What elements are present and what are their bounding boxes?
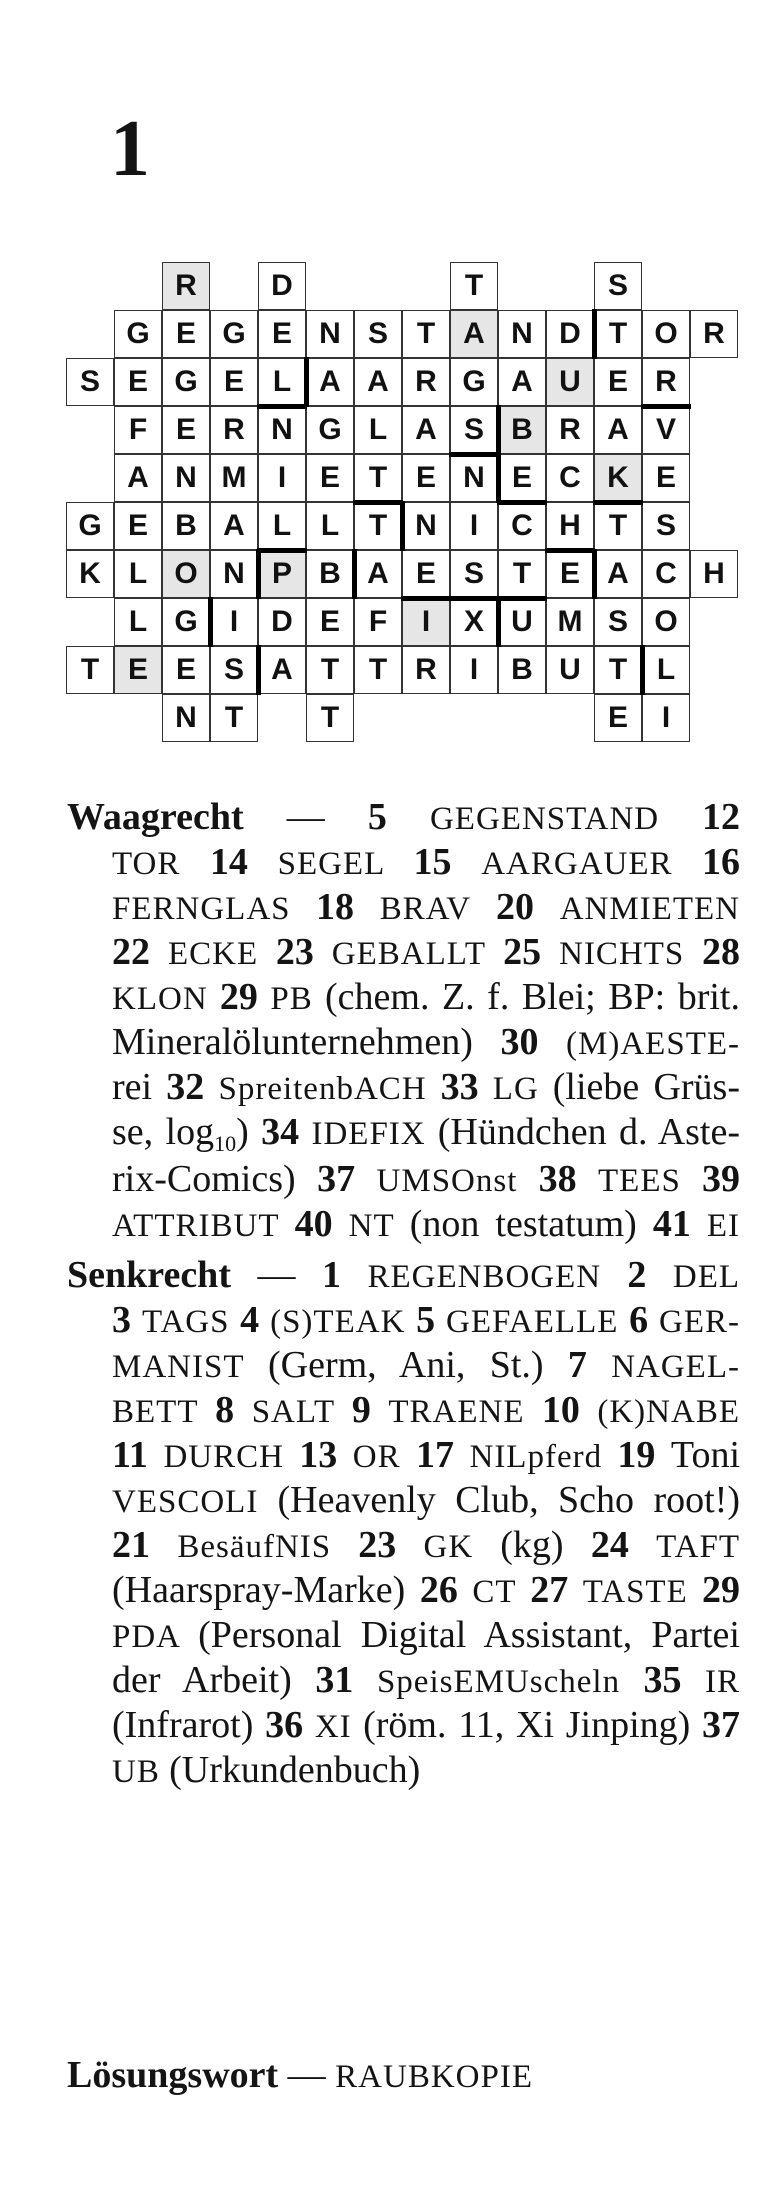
- clue-number: 10: [541, 1389, 598, 1431]
- clue-answer: NAGEL-: [611, 1349, 740, 1385]
- clue-line: [112, 1434, 740, 1479]
- grid-cell: E: [114, 502, 162, 550]
- clue-answer: TRAENE: [388, 1394, 542, 1430]
- clue-number: 18: [315, 886, 380, 928]
- grid-cell: I: [642, 694, 690, 742]
- grid-cell-shaded: P: [258, 550, 306, 598]
- grid-cell-shaded: K: [594, 454, 642, 502]
- grid-cell: T: [66, 646, 114, 694]
- grid-cell: A: [114, 454, 162, 502]
- grid-cell: B: [498, 646, 546, 694]
- grid-cell: A: [402, 406, 450, 454]
- clue-number: 36: [265, 1704, 315, 1746]
- clue-line: [112, 1066, 740, 1111]
- clue-answer: BETT: [112, 1394, 216, 1430]
- clue-number: 2: [627, 1254, 673, 1296]
- clue-line: [112, 1659, 740, 1704]
- clue-line: [112, 1021, 740, 1066]
- clue-answer: TOR: [112, 846, 210, 882]
- clue-answer: NICHTS: [559, 936, 702, 972]
- word-boundary-line: [592, 549, 597, 599]
- grid-cell: T: [306, 694, 354, 742]
- clue-answer: UMSOnst: [376, 1163, 539, 1199]
- grid-cell: G: [66, 502, 114, 550]
- grid-cell: T: [498, 550, 546, 598]
- clue-number: 39: [702, 1158, 741, 1200]
- grid-cell: T: [402, 310, 450, 358]
- grid-cell: E: [306, 598, 354, 646]
- word-boundary-line: [353, 500, 403, 505]
- clue-number: 27: [530, 1569, 583, 1611]
- word-boundary-line: [592, 309, 597, 359]
- grid-cell: A: [306, 358, 354, 406]
- word-boundary-line: [497, 596, 547, 601]
- clue-text: se, log: [112, 1111, 215, 1153]
- grid-cell: D: [258, 262, 306, 310]
- clue-answer: OR: [352, 1439, 416, 1475]
- clue-answer: IDEFIX: [311, 1116, 438, 1152]
- grid-cell: L: [114, 598, 162, 646]
- grid-cell-shaded: I: [402, 598, 450, 646]
- word-boundary-line: [449, 596, 499, 601]
- grid-cell: N: [450, 454, 498, 502]
- clue-text: (Germ, Ani, St.): [267, 1344, 568, 1386]
- grid-cell: S: [594, 598, 642, 646]
- grid-cell: E: [306, 454, 354, 502]
- clue-line: [112, 841, 740, 886]
- clue-answer: ANMIETEN: [559, 891, 740, 927]
- clue-line: [112, 1704, 740, 1749]
- grid-cell: R: [402, 646, 450, 694]
- word-boundary-line: [593, 500, 643, 505]
- grid-cell: T: [594, 310, 642, 358]
- clue-text: (chem. Z. f. Blei; BP: brit.: [325, 976, 740, 1018]
- clue-number: 12: [702, 796, 741, 838]
- grid-cell: R: [402, 358, 450, 406]
- grid-cell: S: [642, 502, 690, 550]
- grid-cell: X: [450, 598, 498, 646]
- clue-line: [112, 1479, 740, 1524]
- clue-line: [67, 2054, 740, 2099]
- clue-number: 15: [413, 841, 482, 883]
- clue-text: ): [236, 1111, 262, 1153]
- across-clues-section: [67, 796, 740, 1248]
- clue-answer: VESCOLI: [112, 1484, 278, 1520]
- grid-cell: U: [498, 598, 546, 646]
- section-title: Senkrecht: [67, 1254, 231, 1296]
- clue-text: (Urkundenbuch): [169, 1749, 421, 1791]
- clue-answer: SALT: [251, 1394, 352, 1430]
- grid-cell: S: [450, 550, 498, 598]
- grid-cell-shaded: O: [162, 550, 210, 598]
- clue-answer: BesäufNIS: [177, 1529, 359, 1565]
- word-boundary-line: [449, 452, 499, 457]
- grid-cell: E: [210, 358, 258, 406]
- clue-answer: ATTRIBUT: [112, 1208, 295, 1244]
- grid-cell: L: [642, 646, 690, 694]
- word-boundary-line: [545, 548, 595, 553]
- crossword-grid: [66, 262, 738, 742]
- clue-number: 29: [702, 1569, 741, 1611]
- clue-number: 9: [351, 1389, 389, 1431]
- puzzle-number: 1: [110, 104, 150, 193]
- clue-text: (Haarspray-Marke): [112, 1569, 420, 1611]
- clue-line: [112, 1299, 740, 1344]
- clue-number: 3: [112, 1299, 142, 1341]
- clue-number: 41: [652, 1203, 707, 1245]
- grid-cell: C: [642, 550, 690, 598]
- clue-text: (Hündchen d. Aste-: [437, 1111, 741, 1153]
- clue-number: 37: [317, 1158, 377, 1200]
- section-title: Waagrecht: [67, 796, 244, 838]
- clue-answer: NT: [348, 1208, 410, 1244]
- clue-answer: MANIST: [112, 1349, 268, 1385]
- grid-cell: E: [258, 310, 306, 358]
- grid-cell: S: [354, 310, 402, 358]
- clue-text: (Personal Digital Assistant, Partei: [198, 1614, 740, 1656]
- clue-answer: BRAV: [379, 891, 496, 927]
- clue-answer: RAUBKOPIE: [335, 2059, 534, 2095]
- clue-number: 40: [294, 1203, 349, 1245]
- clue-answer: GEBALLT: [331, 936, 504, 972]
- grid-cell-shaded: R: [162, 262, 210, 310]
- grid-cell: E: [402, 454, 450, 502]
- clue-text: (liebe Grüs-: [552, 1066, 740, 1108]
- grid-cell: H: [690, 550, 738, 598]
- clue-number: 38: [538, 1158, 599, 1200]
- grid-cell: E: [498, 454, 546, 502]
- grid-cell: A: [498, 358, 546, 406]
- clue-line: [112, 1111, 740, 1158]
- clue-number: 17: [415, 1434, 470, 1476]
- grid-cell: V: [642, 406, 690, 454]
- grid-cell: R: [546, 406, 594, 454]
- grid-cell: S: [594, 262, 642, 310]
- clue-number: 23: [358, 1524, 424, 1566]
- grid-cell: F: [354, 598, 402, 646]
- grid-cell: A: [354, 550, 402, 598]
- clue-answer: CT: [472, 1574, 531, 1610]
- clue-line: [112, 976, 740, 1021]
- clue-line: [112, 1158, 740, 1203]
- word-boundary-line: [256, 549, 261, 599]
- clue-answer: LG: [492, 1071, 553, 1107]
- grid-cell: G: [306, 406, 354, 454]
- clue-text: —: [230, 1254, 322, 1296]
- word-boundary-line: [257, 548, 307, 553]
- clue-answer: IR: [705, 1664, 741, 1700]
- grid-cell: T: [594, 502, 642, 550]
- grid-cell: O: [642, 310, 690, 358]
- clue-answer: TAFT: [656, 1529, 741, 1565]
- clue-number: 35: [643, 1659, 706, 1701]
- clue-answer: SpeisEMUscheln: [376, 1664, 644, 1700]
- grid-cell: R: [690, 310, 738, 358]
- grid-cell: S: [450, 406, 498, 454]
- grid-cell: E: [594, 358, 642, 406]
- down-clues-section: [67, 1254, 740, 1794]
- clue-answer: NILpferd: [469, 1439, 618, 1475]
- clue-number: 8: [215, 1389, 252, 1431]
- clue-line: [112, 1389, 740, 1434]
- clue-answer: KLON: [112, 981, 220, 1017]
- clue-text: —: [278, 2054, 336, 2096]
- clue-number: 6: [629, 1299, 660, 1341]
- clue-answer: GEGENSTAND: [429, 801, 703, 837]
- grid-cell: T: [354, 454, 402, 502]
- grid-cell: A: [354, 358, 402, 406]
- clue-answer: DURCH: [163, 1439, 300, 1475]
- grid-cell: L: [114, 550, 162, 598]
- clue-number: 11: [112, 1434, 164, 1476]
- clue-text: (röm. 11, Xi Jinping): [363, 1704, 703, 1746]
- grid-cell: A: [594, 406, 642, 454]
- grid-cell: T: [594, 646, 642, 694]
- clue-answer: SpreitenbACH: [218, 1071, 441, 1107]
- clue-line: [112, 1203, 740, 1248]
- clue-line: [112, 1569, 740, 1614]
- clue-text: (kg): [500, 1524, 591, 1566]
- word-boundary-line: [496, 453, 501, 503]
- grid-cell: E: [114, 358, 162, 406]
- word-boundary-line: [640, 645, 645, 695]
- clue-number: 23: [275, 931, 332, 973]
- grid-cell: R: [642, 358, 690, 406]
- clue-line: [67, 1254, 740, 1299]
- section-title: Lösungswort: [67, 2054, 279, 2096]
- grid-cell: T: [354, 502, 402, 550]
- clue-answer: PDA: [112, 1619, 199, 1655]
- clue-answer: ECKE: [167, 936, 276, 972]
- grid-cell: K: [66, 550, 114, 598]
- clue-answer: GER-: [659, 1304, 741, 1340]
- grid-cell: M: [546, 598, 594, 646]
- clue-number: 26: [419, 1569, 473, 1611]
- grid-cell: N: [258, 406, 306, 454]
- clue-answer: TAGS: [141, 1304, 241, 1340]
- clue-number: 31: [315, 1659, 377, 1701]
- clue-line: [112, 931, 740, 976]
- grid-cell: N: [498, 310, 546, 358]
- grid-cell-shaded: B: [498, 406, 546, 454]
- grid-cell: L: [258, 358, 306, 406]
- clue-number: 37: [702, 1704, 741, 1746]
- grid-cell: E: [162, 310, 210, 358]
- word-boundary-line: [208, 597, 213, 647]
- clue-number: 28: [701, 931, 740, 973]
- grid-cell: E: [162, 406, 210, 454]
- grid-cell: R: [210, 406, 258, 454]
- clue-text: (Heavenly Club, Scho root!): [277, 1479, 740, 1521]
- clue-number: 32: [166, 1066, 219, 1108]
- clue-text: Toni: [670, 1434, 741, 1476]
- grid-cell: I: [450, 502, 498, 550]
- grid-cell: G: [210, 310, 258, 358]
- clue-number: 13: [299, 1434, 353, 1476]
- clue-answer: PB: [270, 981, 326, 1017]
- grid-cell: I: [210, 598, 258, 646]
- grid-cell: C: [546, 454, 594, 502]
- word-boundary-line: [352, 549, 357, 599]
- clue-number: 24: [590, 1524, 657, 1566]
- grid-cell: E: [402, 550, 450, 598]
- grid-cell-shaded: U: [546, 358, 594, 406]
- grid-cell: T: [306, 646, 354, 694]
- grid-cell: S: [66, 358, 114, 406]
- clue-answer: DEL: [672, 1259, 741, 1295]
- clue-answer: FERNGLAS: [112, 891, 316, 927]
- grid-cell: B: [162, 502, 210, 550]
- clue-number: 25: [503, 931, 560, 973]
- grid-cell: A: [594, 550, 642, 598]
- grid-cell: E: [642, 454, 690, 502]
- clue-answer: AARGAUER: [481, 846, 703, 882]
- grid-cell: D: [258, 598, 306, 646]
- grid-cell: S: [210, 646, 258, 694]
- clue-answer: EI: [706, 1208, 740, 1244]
- word-boundary-line: [304, 357, 309, 407]
- clue-answer: XI: [314, 1709, 364, 1745]
- solution-word-section: [67, 2054, 740, 2099]
- grid-cell: T: [210, 694, 258, 742]
- clue-number: 4: [240, 1299, 271, 1341]
- grid-cell: G: [450, 358, 498, 406]
- grid-cell: G: [162, 358, 210, 406]
- grid-cell: I: [258, 454, 306, 502]
- grid-cell: T: [450, 262, 498, 310]
- grid-cell: H: [546, 502, 594, 550]
- word-boundary-line: [401, 596, 451, 601]
- clue-answer: (M)AESTE-: [566, 1026, 740, 1062]
- clue-answer: TEES: [598, 1163, 703, 1199]
- clue-answer: UB: [112, 1754, 170, 1790]
- clue-number: 29: [219, 976, 271, 1018]
- clue-number: 5: [367, 796, 430, 838]
- grid-cell-shaded: A: [450, 310, 498, 358]
- grid-cell: I: [450, 646, 498, 694]
- grid-cell: E: [594, 694, 642, 742]
- clue-line: [112, 886, 740, 931]
- clue-answer: TASTE: [582, 1574, 703, 1610]
- word-boundary-line: [400, 501, 405, 551]
- puzzle-number-badge: [60, 93, 200, 205]
- grid-cell: C: [498, 502, 546, 550]
- grid-cell: L: [306, 502, 354, 550]
- clue-number: 16: [702, 841, 741, 883]
- clue-answer: (S)TEAK: [270, 1304, 417, 1340]
- clue-text: (non testatum): [409, 1203, 653, 1245]
- clue-number: 1: [321, 1254, 368, 1296]
- clue-line: [67, 796, 740, 841]
- grid-cell: T: [354, 646, 402, 694]
- clue-number: 22: [112, 931, 168, 973]
- grid-cell: N: [306, 310, 354, 358]
- grid-cell: O: [642, 598, 690, 646]
- grid-cell: B: [306, 550, 354, 598]
- clue-text: Mineralölunternehmen): [112, 1021, 501, 1063]
- grid-cell: D: [546, 310, 594, 358]
- clue-text: rei: [112, 1066, 167, 1108]
- clue-text: —: [243, 796, 368, 838]
- grid-cell: N: [210, 550, 258, 598]
- clue-text: rix-Comics): [112, 1158, 318, 1200]
- clue-answer: GEFAELLE: [446, 1304, 630, 1340]
- clue-number: 5: [416, 1299, 447, 1341]
- clue-answer: REGENBOGEN: [367, 1259, 628, 1295]
- word-boundary-line: [256, 645, 261, 695]
- clue-text: (Infrarot): [112, 1704, 266, 1746]
- grid-cell: L: [258, 502, 306, 550]
- clue-number: 21: [112, 1524, 178, 1566]
- grid-cell: U: [546, 646, 594, 694]
- grid-cell: G: [114, 310, 162, 358]
- clue-line: [112, 1614, 740, 1659]
- clue-answer: GK: [423, 1529, 501, 1565]
- grid-cell: N: [162, 454, 210, 502]
- clue-number: 30: [500, 1021, 567, 1063]
- word-boundary-line: [497, 500, 547, 505]
- word-boundary-line: [641, 404, 691, 409]
- clue-answer: SEGEL: [277, 846, 414, 882]
- grid-cell: A: [210, 502, 258, 550]
- word-boundary-line: [496, 597, 501, 647]
- grid-cell: G: [162, 598, 210, 646]
- grid-cell: L: [354, 406, 402, 454]
- clue-number: 20: [495, 886, 560, 928]
- word-boundary-line: [496, 405, 501, 455]
- subscript-text: 10: [214, 1131, 237, 1156]
- grid-cell: M: [210, 454, 258, 502]
- clue-number: 34: [261, 1111, 312, 1153]
- clue-number: 7: [567, 1344, 612, 1386]
- clue-number: 19: [617, 1434, 671, 1476]
- clue-number: 14: [209, 841, 278, 883]
- grid-cell: E: [546, 550, 594, 598]
- clue-answer: (K)NABE: [597, 1394, 741, 1430]
- grid-cell: A: [258, 646, 306, 694]
- clue-number: 33: [440, 1066, 493, 1108]
- grid-cell: F: [114, 406, 162, 454]
- grid-cell: E: [162, 646, 210, 694]
- clue-line: [112, 1344, 740, 1389]
- clue-line: [112, 1524, 740, 1569]
- grid-cell: N: [162, 694, 210, 742]
- grid-cell-shaded: E: [114, 646, 162, 694]
- grid-cell: N: [402, 502, 450, 550]
- clue-line: [112, 1749, 740, 1794]
- clue-text: der Arbeit): [112, 1659, 316, 1701]
- word-boundary-line: [257, 404, 307, 409]
